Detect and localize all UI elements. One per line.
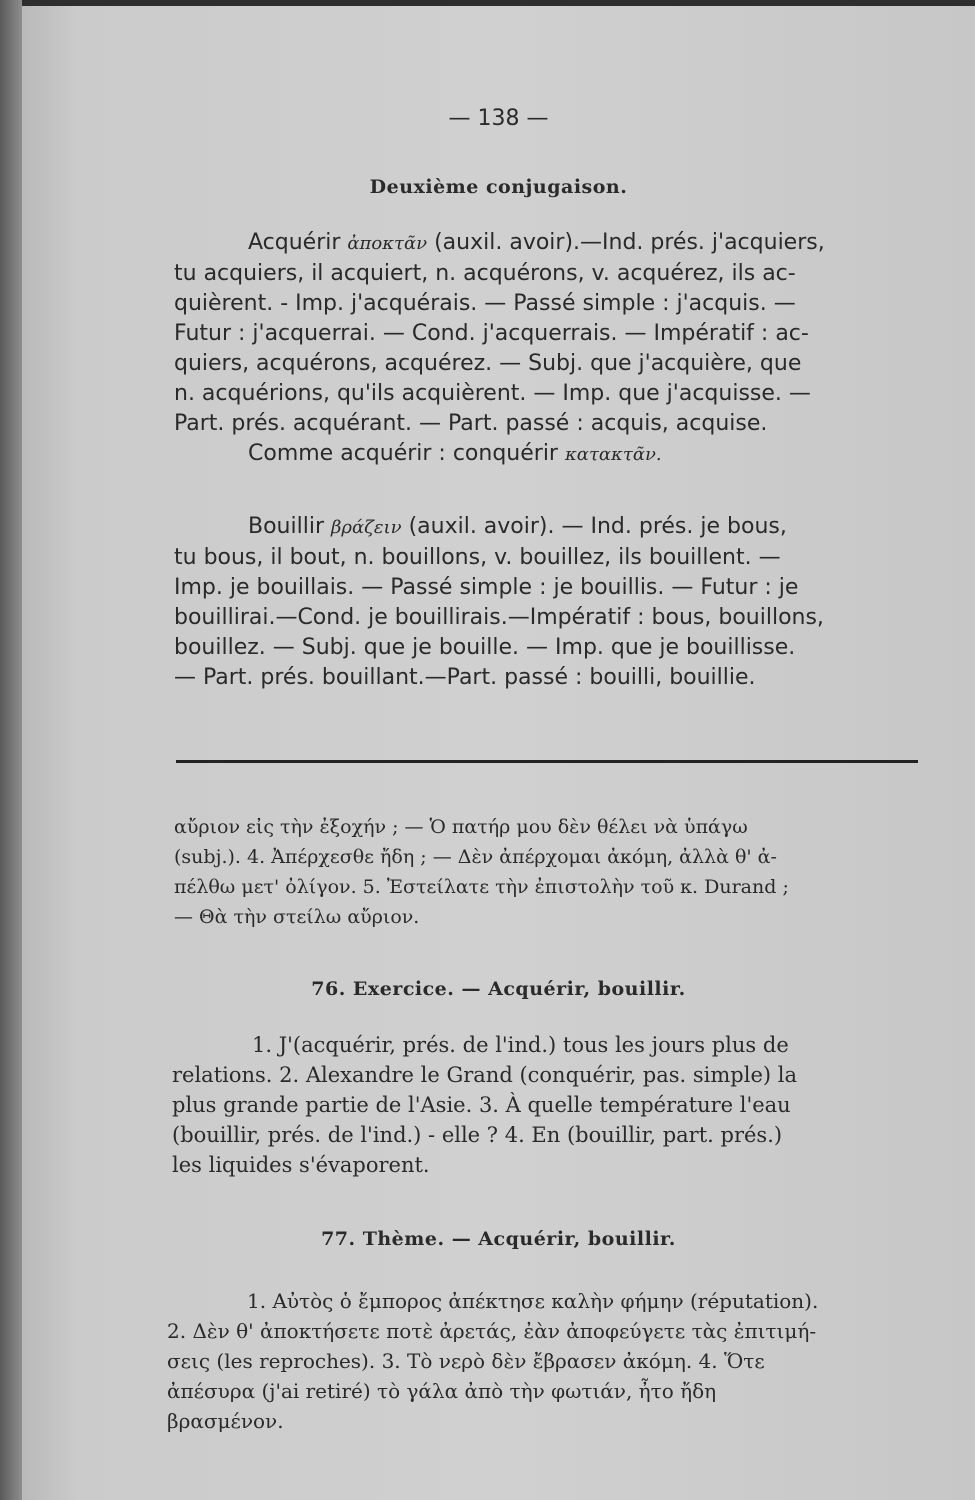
theme-line: βρασμένον. (167, 1409, 284, 1433)
acquerir-line-0 (174, 228, 944, 259)
greek-line: αὔριον εἰς τὴν ἐξοχήν ; — Ὁ πατήρ μου δὲν θέλει νὰ ὑπάγω (174, 816, 748, 838)
bouillir-greek: βράζειν (331, 517, 402, 538)
exercice-line: (bouillir, prés. de l'ind.) - elle ? 4. En (bouillir, part. prés.) (172, 1123, 783, 1147)
exercice-heading: 76. Exercice. — Acquérir, bouillir. (311, 978, 686, 1000)
acquerir-text-line: quiers, acquérons, acquérez. — Subj. que j'acquière, que (174, 351, 802, 376)
bouillir-text-line: bouillirai.—Cond. je bouillirais.—Impératif : bous, bouillons, (174, 605, 824, 630)
acquerir-text-line: Futur : j'acquerrai. — Cond. j'acquerrais. — Impératif : ac- (174, 321, 809, 346)
theme-heading: 77. Thème. — Acquérir, bouillir. (321, 1228, 676, 1250)
theme-line: ἀπέσυρα (j'ai retiré) τὸ γάλα ἀπὸ τὴν φωτιάν, ἦτο ἤδη (167, 1379, 717, 1403)
bouillir-text-line: tu bous, il bout, n. bouillons, v. bouillez, ils bouillent. — (174, 545, 781, 570)
bouillir-term: Bouillir (248, 514, 324, 539)
exercice-line: relations. 2. Alexandre le Grand (conquérir, pas. simple) la (172, 1063, 797, 1087)
acquerir-text-line: tu acquiers, il acquiert, n. acquérons, v. acquérez, ils ac- (174, 261, 796, 286)
exercice-line: les liquides s'évaporent. (172, 1153, 430, 1177)
acquerir-paragraph (174, 228, 944, 470)
comme-line (174, 439, 944, 470)
greek-continuation (174, 812, 944, 932)
theme-line: σεις (les reproches). 3. Τὸ νερὸ δὲν ἔβρασεν ἀκόμη. 4. Ὅτε (167, 1349, 765, 1373)
exercice-line: plus grande partie de l'Asie. 3. À quelle température l'eau (172, 1093, 791, 1117)
bouillir-paragraph (174, 512, 944, 693)
theme-line: 2. Δὲν θ' ἀποκτήσετε ποτὲ ἀρετάς, ἐὰν ἀποφεύγετε τὰς ἐπιτιμή- (167, 1319, 817, 1343)
section-heading: Deuxième conjugaison. (369, 176, 628, 198)
acquerir-text-line: (auxil. avoir).—Ind. prés. j'acquiers, (434, 230, 825, 255)
comme-greek: κατακτᾶν. (564, 444, 662, 465)
greek-line: — Θὰ τὴν στείλω αὔριον. (174, 906, 420, 928)
bouillir-text-line: — Part. prés. bouillant.—Part. passé : bouilli, bouillie. (174, 665, 756, 690)
acquerir-text-line: n. acquérions, qu'ils acquièrent. — Imp. que j'acquisse. — (174, 381, 811, 406)
page-edge-shadow (0, 0, 22, 1500)
page-number: — 138 — (448, 106, 549, 131)
horizontal-rule (176, 760, 918, 763)
exercice-paragraph (172, 1030, 942, 1180)
greek-line: πέλθω μετ' ὀλίγον. 5. Ἐστείλατε τὴν ἐπιστολὴν τοῦ κ. Durand ; (174, 876, 789, 898)
bouillir-text-line: (auxil. avoir). — Ind. prés. je bous, (408, 514, 787, 539)
bouillir-text-line: bouillez. — Subj. que je bouille. — Imp. que je bouillisse. (174, 635, 796, 660)
acquerir-greek: ἀποκτᾶν (347, 233, 428, 254)
acquerir-text-line: quièrent. - Imp. j'acquérais. — Passé simple : j'acquis. — (174, 291, 796, 316)
bouillir-line-0 (174, 512, 944, 543)
comme-text: Comme acquérir : conquérir (248, 441, 558, 466)
exercice-line: 1. J'(acquérir, prés. de l'ind.) tous les jours plus de (252, 1033, 789, 1057)
greek-line: (subj.). 4. Ἀπέρχεσθε ἤδη ; — Δὲν ἀπέρχομαι ἀκόμη, ἀλλὰ θ' ἀ- (174, 846, 777, 868)
theme-line: 1. Αὐτὸς ὁ ἔμπορος ἀπέκτησε καλὴν φήμην (réputation). (247, 1289, 819, 1313)
acquerir-text-line: Part. prés. acquérant. — Part. passé : acquis, acquise. (174, 411, 768, 436)
book-page (22, 6, 975, 1500)
acquerir-term: Acquérir (248, 230, 341, 255)
theme-paragraph (167, 1286, 937, 1436)
bouillir-text-line: Imp. je bouillais. — Passé simple : je bouillis. — Futur : je (174, 575, 799, 600)
